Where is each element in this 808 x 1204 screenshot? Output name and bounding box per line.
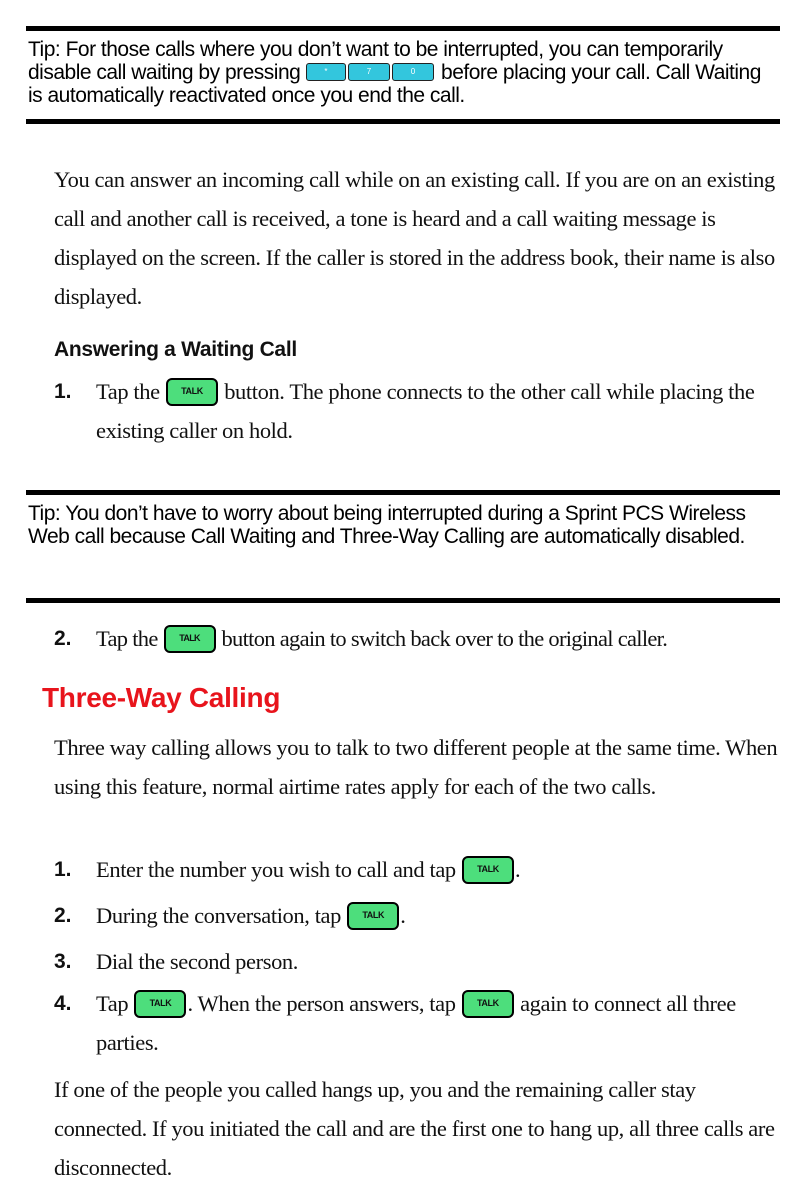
step-text: Tap the (96, 626, 158, 651)
step-text: . (515, 857, 521, 882)
step-number: 2. (54, 904, 72, 927)
tip2-label: Tip: (28, 502, 61, 525)
talk-key-icon: TALK (164, 625, 216, 653)
tip2-bottom-rule (26, 598, 780, 603)
step-number: 3. (54, 950, 72, 973)
step-text: Tap the (96, 379, 160, 404)
step-number: 1. (54, 858, 72, 881)
tip1-text-before: For those calls where you don’t want to be interrupted, you can temporarily disable call waiting by pressing (28, 38, 723, 84)
step-number: 4. (54, 992, 72, 1015)
three-way-step-3 (54, 942, 782, 981)
talk-key-icon: TALK (462, 990, 514, 1018)
answering-heading: Answering a Waiting Call (54, 338, 297, 361)
talk-key-icon: TALK (347, 902, 399, 930)
step-text: again to connect all three parties. (96, 991, 736, 1055)
zero-key-icon: 0 (392, 63, 434, 81)
step-text: . When the person answers, tap (187, 991, 456, 1016)
seven-key-icon: 7 (348, 63, 390, 81)
step-text: Enter the number you wish to call and tap (96, 857, 456, 882)
tip1-label: Tip: (28, 38, 61, 61)
answering-step-1 (54, 372, 782, 450)
three-way-step-1 (54, 850, 782, 889)
tip2-box (28, 502, 780, 548)
three-way-step-4 (54, 984, 782, 1062)
step-text: . (400, 903, 406, 928)
star-key-icon: * (306, 63, 346, 81)
tip1-box (28, 38, 780, 107)
tip1-top-rule (26, 26, 780, 31)
step-text: button again to switch back over to the original caller. (221, 626, 668, 651)
talk-key-icon: TALK (462, 856, 514, 884)
three-way-title: Three-Way Calling (42, 682, 281, 713)
step-text: Dial the second person. (96, 949, 298, 974)
closing-paragraph: If one of the people you called hangs up, you and the remaining caller stay connected. If you initiated the call and are the first one to hang up, all three calls are disconnected. (54, 1077, 775, 1180)
talk-key-icon: TALK (166, 378, 218, 406)
intro-paragraph: You can answer an incoming call while on an existing call. If you are on an existing call and another call is received, a tone is heard and a call waiting message is displayed on the screen. If the caller is stored in the address book, their name is also displayed. (54, 167, 775, 309)
talk-key-icon: TALK (134, 990, 186, 1018)
step-text: button. The phone connects to the other call while placing the existing caller on hold. (96, 379, 755, 443)
step-text: Tap (96, 991, 129, 1016)
three-way-step-2 (54, 896, 782, 935)
tip1-text-after: before placing your call. Call Waiting is automatically reactivated once you end the call. (28, 61, 761, 107)
tip2-top-rule (26, 490, 780, 495)
step-number: 1. (54, 380, 72, 403)
tip2-text: You don’t have to worry about being interrupted during a Sprint PCS Wireless Web call because Call Waiting and Three-Way Calling are automatically disabled. (28, 502, 746, 548)
step-text: During the conversation, tap (96, 903, 341, 928)
step-number: 2. (54, 627, 72, 650)
tip1-bottom-rule (26, 119, 780, 124)
answering-step-2 (54, 619, 782, 658)
three-way-intro: Three way calling allows you to talk to two different people at the same time. When using this feature, normal airtime rates apply for each of the two calls. (54, 735, 778, 799)
